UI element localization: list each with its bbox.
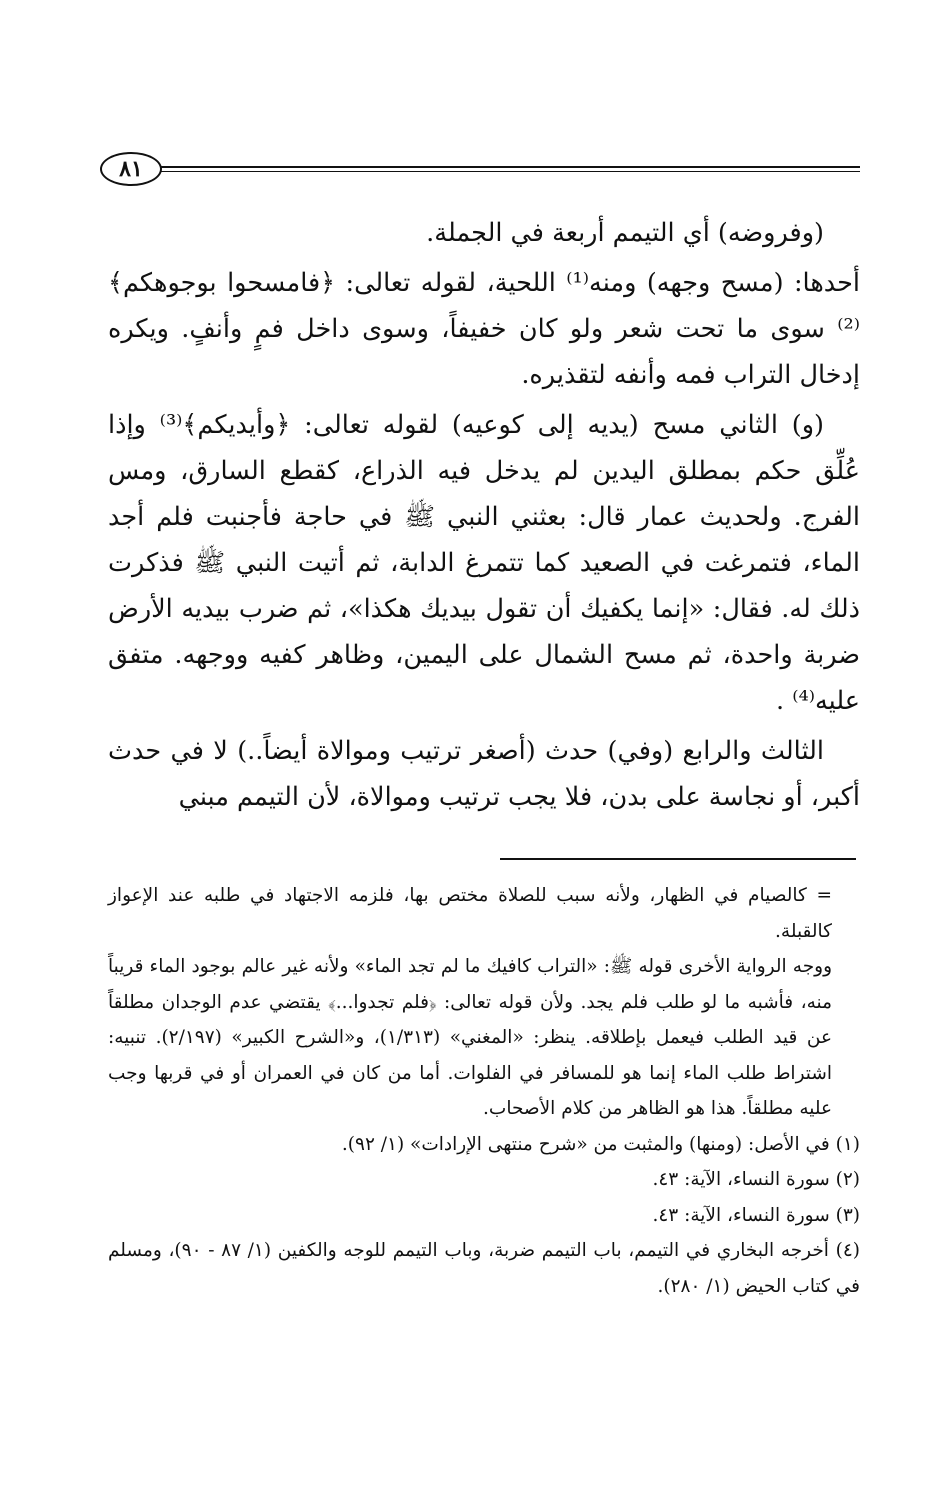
footnote-item: (١) في الأصل: (ومنها) والمثبت من «شرح منتهى الإرادات» (١/ ٩٢). — [341, 1133, 860, 1155]
paragraph: (و) الثاني مسح (يديه إلى كوعيه) لقوله تعالى: ﴿وأيديكم﴾⁽³⁾ وإذا عُلِّق حكم بمطلق اليدين لم يدخل فيه الذراع، كقطع السارق، ومس الفرج. ولحديث عمار قال: بعثني النبي ﷺ في حاجة فأجنبت فلم أجد الماء، فتمرغت في الصعيد كما تتمرغ الدابة، ثم أتيت النبي ﷺ فذكرت ذلك له. فقال: «إنما يكفيك أن تقول بيديك هكذا»، ثم ضرب بيديه الأرض ضربة واحدة، ثم مسح الشمال على اليمين، وظاهر كفيه ووجهه. متفق عليه⁽⁴⁾ . — [108, 410, 860, 716]
header-rule-thin — [160, 171, 860, 172]
footnote-item: (٤) أخرجه البخاري في التيمم، باب التيمم ضربة، وباب التيمم للوجه والكفين (١/ ٨٧ - ٩٠)، ومسلم في كتاب الحيض (١/ ٢٨٠). — [108, 1240, 860, 1297]
paragraph: (وفروضه) أي التيمم أربعة في الجملة. — [426, 218, 824, 248]
footnote-item: (٣) سورة النساء، الآية: ٤٣. — [652, 1204, 860, 1226]
footnote-item: (٢) سورة النساء، الآية: ٤٣. — [652, 1169, 860, 1190]
footnote-continuation: = كالصيام في الظهار، ولأنه سبب للصلاة مختص بها، فلزمه الاجتهاد في طلبه عند الإعواز كالقبلة. — [108, 885, 832, 942]
footnotes — [108, 878, 860, 1304]
header-rule — [160, 166, 860, 168]
paragraph: الثالث والرابع (وفي) حدث (أصغر ترتيب وموالاة أيضاً..) لا في حدث أكبر، أو نجاسة على بدن، فلا يجب ترتيب وموالاة، لأن التيمم مبني — [108, 736, 860, 812]
footnote-divider — [500, 858, 856, 860]
paragraph: أحدها: (مسح وجهه) ومنه⁽¹⁾ اللحية، لقوله تعالى: ﴿فامسحوا بوجوهكم﴾⁽²⁾ سوى ما تحت شعر ولو كان خفيفاً، وسوى داخل فمٍ وأنفٍ. ويكره إدخال التراب فمه وأنفه لتقذيره. — [108, 268, 860, 390]
main-text — [108, 210, 860, 820]
footnote-continuation: ووجه الرواية الأخرى قوله ﷺ: «التراب كافيك ما لم تجد الماء» ولأنه غير عالم بوجود الماء قريباً منه، فأشبه ما لو طلب فلم يجد. ولأن قوله تعالى: ﴿فلم تجدوا...﴾ يقتضي عدم الوجدان مطلقاً عن قيد الطلب فيعمل بإطلاقه. ينظر: «المغني» (١/٣١٣)، و«الشرح الكبير» (٢/١٩٧). تنبيه: اشتراط طلب الماء إنما هو للمسافر في الفلوات. أما من كان في العمران أو في قربها وجب عليه مطلقاً. هذا هو الظاهر من كلام الأصحاب. — [108, 956, 832, 1119]
page-number: ٨١ — [100, 152, 162, 186]
page-header — [100, 150, 860, 190]
